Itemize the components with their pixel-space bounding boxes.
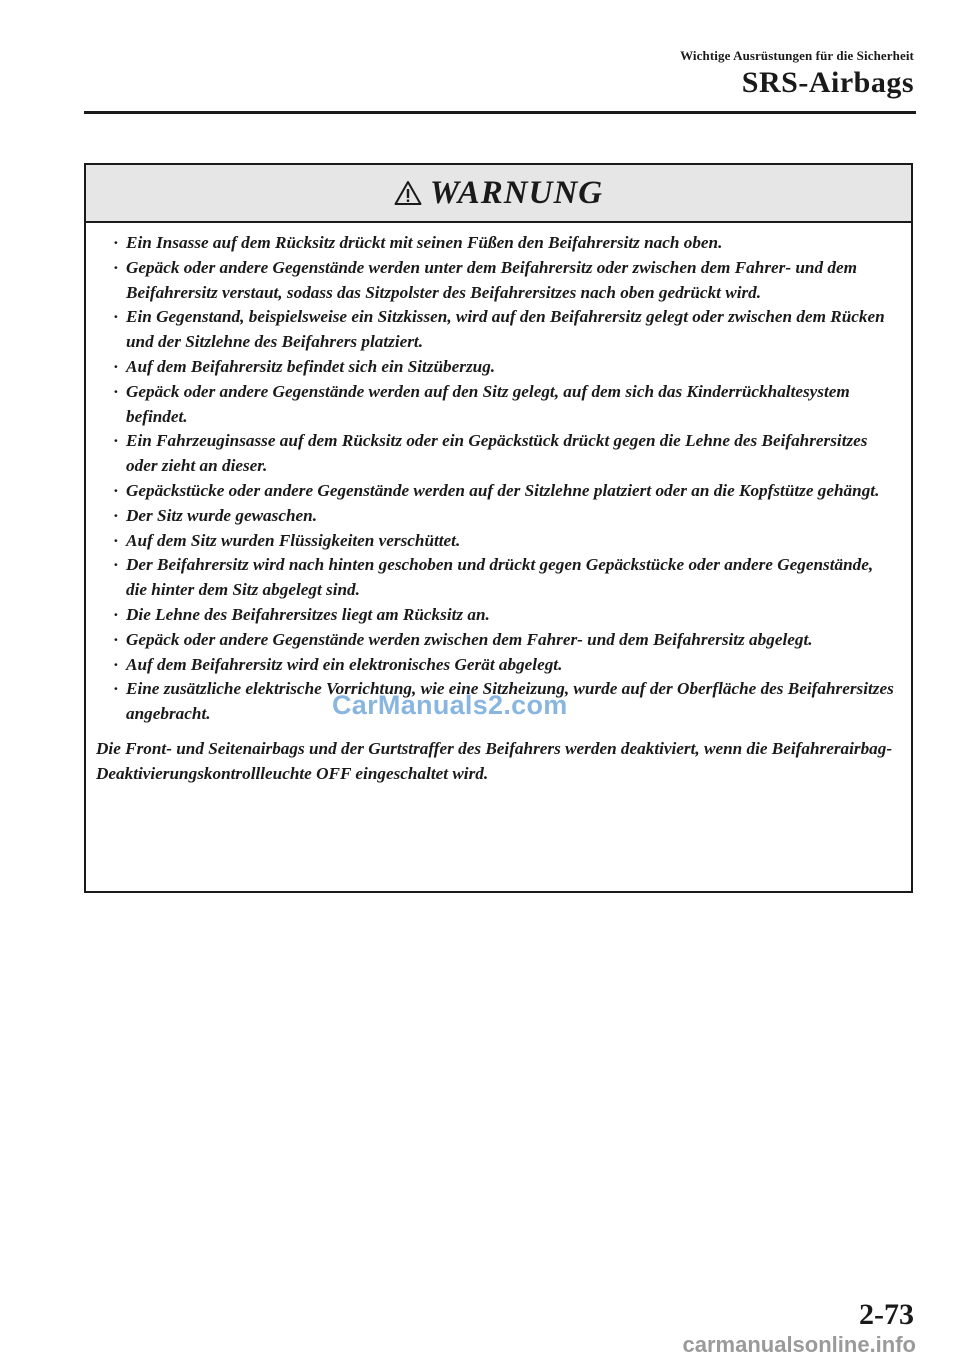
warning-list — [96, 231, 897, 727]
list-item: · Gepäck oder andere Gegenstände werden auf den Sitz gelegt, auf dem sich das Kinderrückhaltesystem befindet. — [113, 381, 850, 426]
chapter-title: SRS-Airbags — [741, 66, 914, 99]
list-item: · Ein Gegenstand, beispielsweise ein Sitzkissen, wird auf den Beifahrersitz gelegt oder zwischen dem Rücken und der Sitzlehne des Beifahrers platziert. — [113, 307, 885, 352]
bullet-icon: · — [113, 257, 119, 277]
warning-summary: Die Front- und Seitenairbags und der Gurtstraffer des Beifahrers werden deaktiviert, wenn die Beifahrerairbag-Deaktivierungskontrollleuchte OFF eingeschaltet wird. — [96, 738, 893, 783]
page-header — [680, 48, 914, 100]
bullet-icon: · — [113, 555, 119, 575]
list-item: · Der Beifahrersitz wird nach hinten geschoben und drückt gegen Gepäckstücke oder andere Gegenstände, die hinter dem Sitz abgelegt sind. — [113, 555, 874, 600]
list-item: · Ein Fahrzeuginsasse auf dem Rücksitz oder ein Gepäckstück drückt gegen die Lehne des Beifahrersitzes oder zieht an dieser. — [113, 431, 868, 476]
bullet-icon: · — [113, 480, 119, 500]
bullet-icon: · — [113, 654, 119, 674]
bullet-icon: · — [113, 233, 119, 252]
bullet-icon: · — [113, 604, 119, 624]
warning-box — [84, 163, 913, 893]
list-item: · Der Sitz wurde gewaschen. — [96, 504, 897, 529]
list-item: · Ein Insasse auf dem Rücksitz drückt mit seinen Füßen den Beifahrersitz nach oben. — [96, 231, 897, 256]
bullet-icon: · — [113, 505, 119, 525]
bullet-icon: · — [113, 431, 119, 451]
list-item: · Auf dem Sitz wurden Flüssigkeiten verschüttet. — [96, 529, 897, 554]
list-item: · Gepäck oder andere Gegenstände werden unter dem Beifahrersitz oder zwischen dem Fahrer- und dem Beifahrersitz verstaut, sodass das Sitzpolster des Beifahrersitzes nach oben gedrückt wird. — [113, 257, 857, 302]
bullet-icon: · — [113, 356, 119, 376]
bullet-icon: · — [113, 307, 119, 327]
bullet-icon: · — [113, 679, 119, 699]
header-rule — [84, 111, 916, 114]
page-number: 2-73 — [859, 1298, 914, 1331]
bullet-icon: · — [113, 629, 119, 649]
warning-triangle-icon — [394, 180, 422, 206]
list-item: · Gepäck oder andere Gegenstände werden zwischen dem Fahrer- und dem Beifahrersitz abgelegt. — [96, 628, 897, 653]
watermark: CarManuals2.com — [332, 690, 568, 720]
section-title: Wichtige Ausrüstungen für die Sicherheit — [680, 48, 914, 63]
warning-header — [86, 165, 911, 223]
bullet-icon: · — [113, 530, 119, 550]
list-item: · Die Lehne des Beifahrersitzes liegt am Rücksitz an. — [96, 603, 897, 628]
warning-title: WARNUNG — [429, 174, 604, 211]
list-item: · Auf dem Beifahrersitz befindet sich ein Sitzüberzug. — [96, 355, 897, 380]
list-item: · Gepäckstücke oder andere Gegenstände werden auf der Sitzlehne platziert oder an die Kopfstütze gehängt. — [96, 479, 897, 504]
list-item: · Auf dem Beifahrersitz wird ein elektronisches Gerät abgelegt. — [96, 653, 897, 678]
list-item: · Eine zusätzliche elektrische Vorrichtung, wie eine Sitzheizung, wurde auf der Oberfläche des Beifahrersitzes angebracht. — [113, 679, 894, 724]
footer-site-link[interactable]: carmanualsonline.info — [682, 1332, 916, 1357]
bullet-icon: · — [113, 381, 119, 401]
